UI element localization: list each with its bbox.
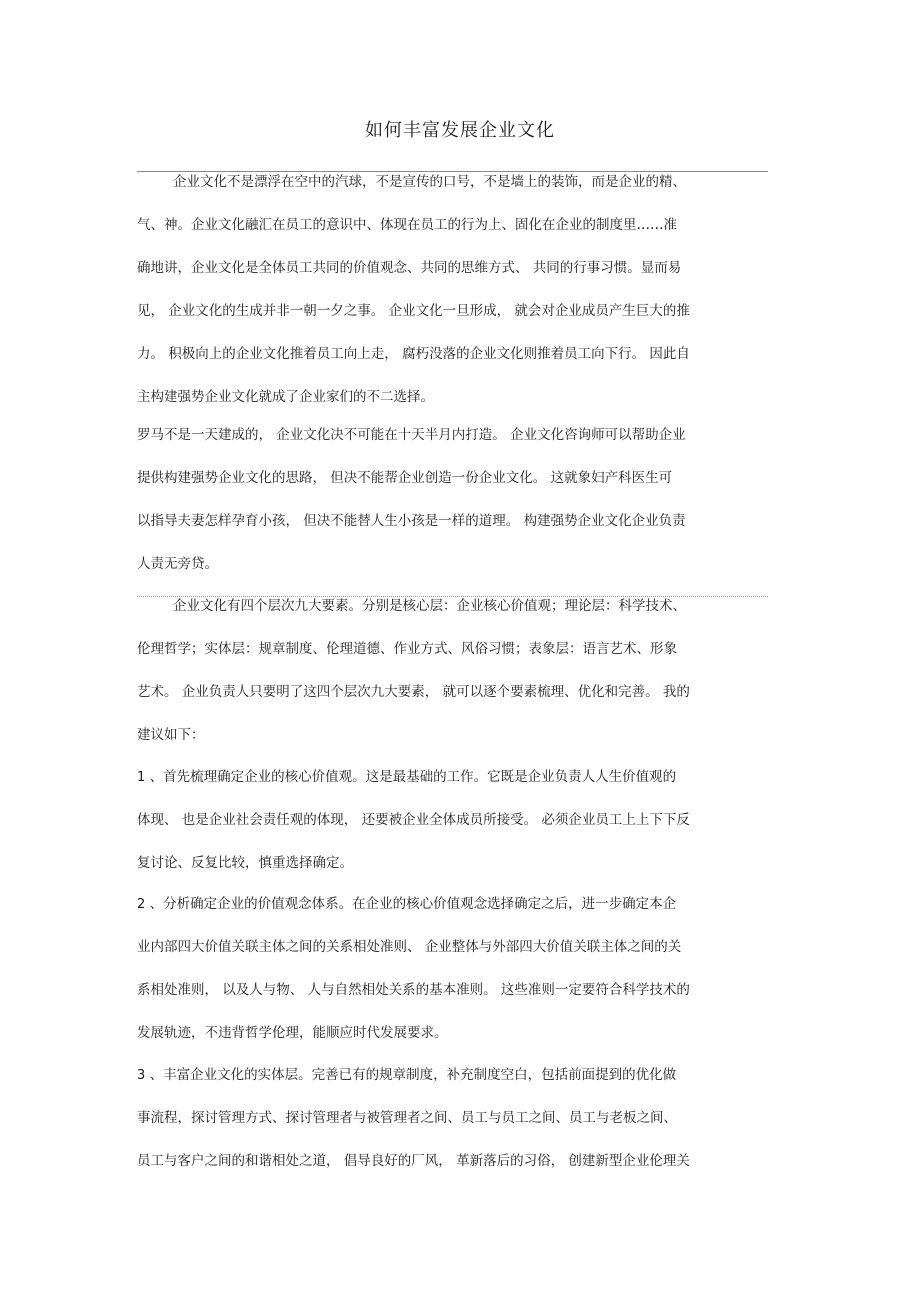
paragraph-line: 以指导夫妻怎样孕育小孩， 但决不能替人生小孩是一样的道理。 构建强势企业文化企业负责 — [137, 513, 686, 529]
paragraph-line: 罗马不是一天建成的， 企业文化决不可能在十天半月内打造。 企业文化咨询师可以帮助企业 — [137, 427, 686, 443]
list-item-3 — [137, 1054, 717, 1183]
paragraph-line: 发展轨迹，不违背哲学伦理，能顺应时代发展要求。 — [137, 1025, 448, 1041]
list-item-number: 2 — [137, 897, 146, 912]
list-item-text: 、丰富企业文化的实体层。完善已有的规章制度，补充制度空白，包括前面提到的优化做 — [145, 1067, 677, 1083]
paragraph-line: 复讨论、反复比较，慎重选择确定。 — [137, 855, 353, 871]
list-item-first-line — [137, 883, 717, 926]
paragraph-line: 员工与客户之间的和谐相处之道， 倡导良好的厂风， 革新落后的习俗， 创建新型企业伦理关 — [137, 1153, 690, 1169]
paragraph-line: 企业文化有四个层次九大要素。分别是核心层：企业核心价值观；理论层：科学技术、 — [173, 598, 686, 614]
document-title: 如何丰富发展企业文化 — [365, 120, 555, 141]
paragraph-line: 企业文化不是漂浮在空中的汽球，不是宣传的口号，不是墙上的装饰，而是企业的精、 — [173, 174, 686, 190]
paragraph-3 — [137, 585, 717, 757]
list-item-text: 、分析确定企业的价值观念体系。在企业的核心价值观念选择确定之后，进一步确定本企 — [145, 896, 677, 912]
list-item-text: 、首先梳理确定企业的核心价值观。这是最基础的工作。它既是企业负责人人生价值观的 — [145, 769, 677, 785]
list-item-first-line — [137, 756, 717, 799]
paragraph-line: 提供构建强势企业文化的思路， 但决不能帮企业创造一份企业文化。 这就象妇产科医生可 — [137, 470, 673, 486]
paragraph-line: 系相处准则， 以及人与物、 人与自然相处关系的基本准则。 这些准则一定要符合科学技术的 — [137, 982, 690, 998]
list-item-number: 3 — [137, 1068, 146, 1083]
paragraph-line: 事流程，探讨管理方式、探讨管理者与被管理者之间、员工与员工之间、员工与老板之间、 — [137, 1110, 677, 1126]
paragraph-line: 建议如下： — [137, 727, 205, 743]
paragraph-line: 气、神。企业文化融汇在员工的意识中、体现在员工的行为上、固化在企业的制度里……准 — [137, 217, 677, 233]
list-item-2 — [137, 883, 717, 1055]
paragraph-line: 确地讲，企业文化是全体员工共同的价值观念、共同的思维方式、 共同的行事习惯。显而易 — [137, 260, 682, 276]
paragraph-line: 人责无旁贷。 — [137, 556, 218, 572]
paragraph-line: 主构建强势企业文化就成了企业家们的不二选择。 — [137, 389, 434, 405]
paragraph-1 — [137, 161, 717, 419]
list-item-first-line — [137, 1054, 717, 1097]
paragraph-line: 艺术。 企业负责人只要明了这四个层次九大要素， 就可以逐个要素梳理、优化和完善。 我的 — [137, 684, 690, 700]
paragraph-line: 见， 企业文化的生成并非一朝一夕之事。 企业文化一旦形成， 就会对企业成员产生巨大的推 — [137, 303, 690, 319]
paragraph-line: 体现、 也是企业社会责任观的体现， 还要被企业全体成员所接受。 必须企业员工上上下下反 — [137, 812, 690, 828]
list-item-1 — [137, 756, 717, 885]
paragraph-line: 力。 积极向上的企业文化推着员工向上走， 腐朽没落的企业文化则推着员工向下行。 因此自 — [137, 346, 690, 362]
list-item-number: 1 — [137, 770, 146, 785]
paragraph-2 — [137, 414, 717, 586]
paragraph-line: 业内部四大价值关联主体之间的关系相处准则、 企业整体与外部四大价值关联主体之间的关 — [137, 939, 682, 955]
paragraph-line: 伦理哲学；实体层：规章制度、伦理道德、作业方式、风俗习惯；表象层：语言艺术、形象 — [137, 641, 677, 657]
